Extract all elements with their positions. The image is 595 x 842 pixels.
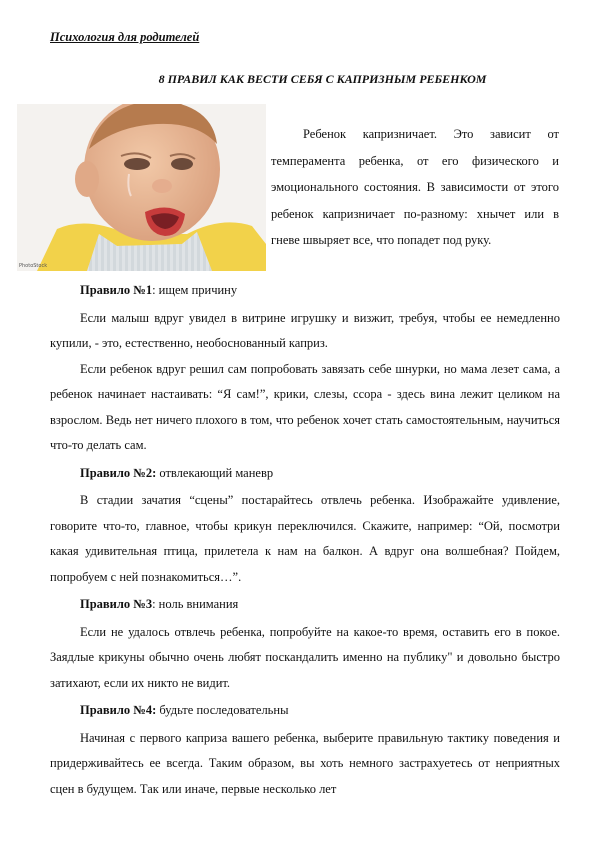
paragraph-3: В стадии зачатия “сцены” постарайтесь отвлечь ребенка. Изображайте удивление, говорите что-то, главное, чтобы крикун переключился. Скажите, например: “Ой, посмотри какая удивительная птица, прилетела к нам на балкон. А вдруг она волшебная? Пойдем, попробуем с ней познакомиться…”. bbox=[50, 493, 560, 584]
paragraph-5: Начиная с первого каприза вашего ребенка, выберите правильную тактику поведения и придерживайтесь ее всегда. Таким образом, вы хоть немного застрахуетесь от неприятных сцен в будущем. Так или иначе, первые несколько лет bbox=[50, 730, 560, 796]
rule-2-text: отвлекающий маневр bbox=[156, 465, 274, 480]
rule-1-label: Правило №1 bbox=[80, 283, 153, 297]
child-illustration bbox=[17, 104, 266, 271]
rule-2-heading bbox=[50, 461, 560, 487]
paragraph-1: Если малыш вдруг увидел в витрине игрушку и визжит, требуя, чтобы ее немедленно купили, - это, естественно, необоснованный каприз. bbox=[50, 310, 560, 350]
article-title: 8 ПРАВИЛ КАК ВЕСТИ СЕБЯ С КАПРИЗНЫМ РЕБЕНКОМ bbox=[158, 72, 487, 86]
rule-4-heading bbox=[50, 698, 560, 724]
section-label: Психология для родителей bbox=[50, 30, 200, 44]
rule-3-label: Правило №3 bbox=[80, 597, 153, 611]
rule-1-heading bbox=[50, 278, 560, 304]
rule-4-label: Правило №4: bbox=[80, 703, 157, 717]
crying-child-photo bbox=[17, 104, 266, 271]
intro-paragraph: Ребенок капризничает. Это зависит от темперамента ребенка, от его физического и эмоционального состояния. В зависимости от этого ребенок капризничает по-разному: хнычет или в гневе швыряет все, что попадет под руку. bbox=[271, 127, 559, 247]
article-body bbox=[50, 276, 560, 802]
paragraph-4: Если не удалось отвлечь ребенка, попробуйте на какое-то время, оставить его в покое. Заядлые крикуны обычно очень любят поскандалить именно на публику" и довольно быстро затихают, если их никто не видит. bbox=[50, 624, 560, 690]
rule-3-text: : ноль внимания bbox=[152, 597, 239, 611]
photo-watermark: PhotoStock bbox=[19, 263, 48, 269]
rule-1-text: : ищем причину bbox=[152, 283, 238, 297]
rule-3-heading bbox=[50, 592, 560, 618]
rule-2-label: Правило №2: bbox=[80, 465, 157, 480]
rule-4-text: будьте последовательны bbox=[156, 703, 289, 717]
paragraph-2: Если ребенок вдруг решил сам попробовать завязать себе шнурки, но мама лезет сама, а ребенок начинает настаивать: “Я сам!”, крики, слезы, ссора - здесь вина лежит целиком на взрослом. Ведь нет ничего плохого в том, что ребенок хочет стать самостоятельным, научиться что-то делать сам. bbox=[50, 361, 560, 452]
